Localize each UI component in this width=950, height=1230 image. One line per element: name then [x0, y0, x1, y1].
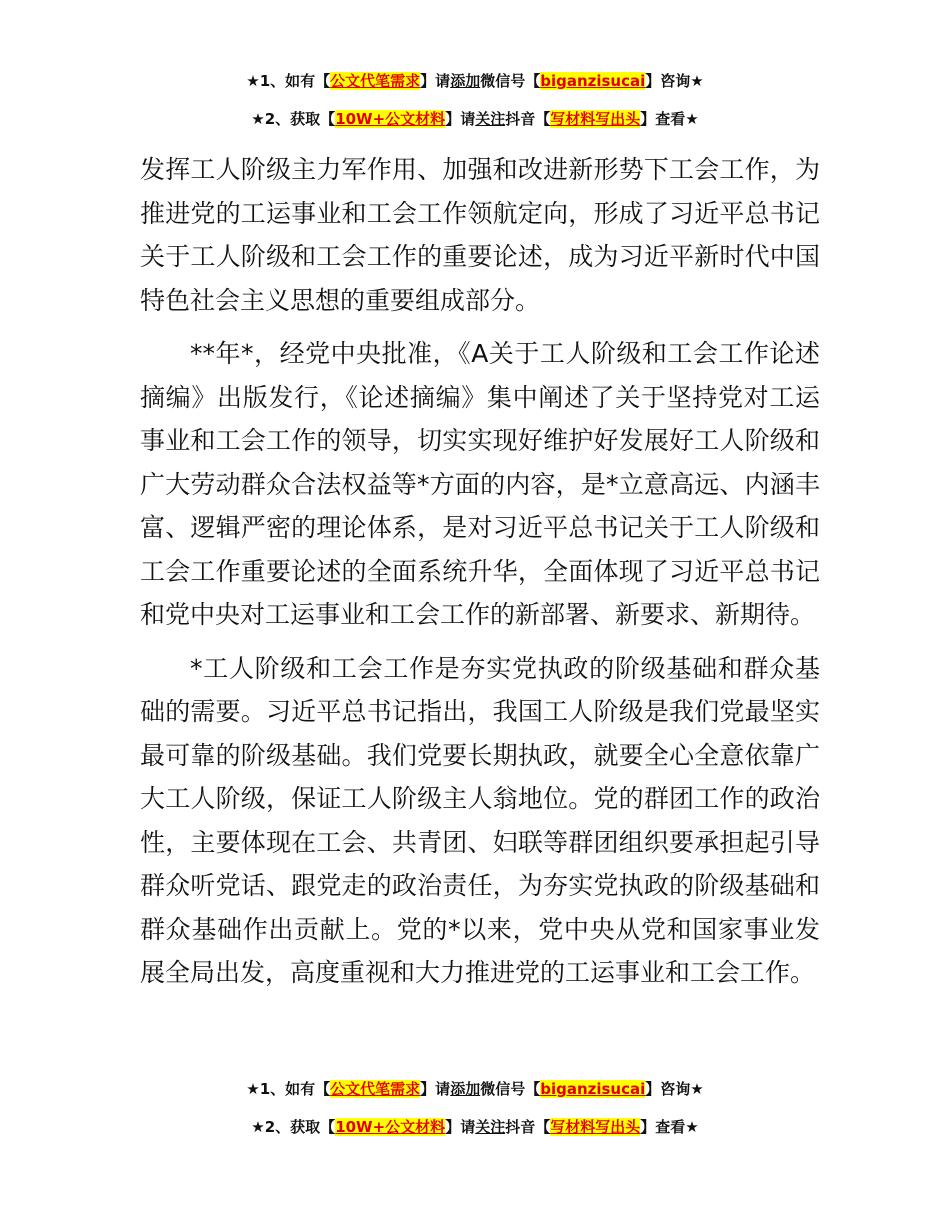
- footer-ad-line-1: [0, 1078, 950, 1099]
- ad-text: 】咨询★: [645, 1080, 704, 1098]
- ad-text-underlined: 添加: [450, 72, 481, 90]
- ad-text: ★2、获取【: [251, 1118, 336, 1136]
- ad-text: 】请: [420, 72, 451, 90]
- ad-text-underlined: 关注: [475, 1118, 506, 1136]
- ad-text: ★2、获取【: [251, 110, 336, 128]
- ad-text: 】查看★: [640, 110, 699, 128]
- paragraph-3: *工人阶级和工会工作是夯实党执政的阶级基础和群众基础的需要。习近平总书记指出，我国工人阶级是我们党最坚实最可靠的阶级基础。我们党要长期执政，就要全心全意依靠广大工人阶级，保证工人阶级主人翁地位。党的群团工作的政治性，主要体现在工会、共青团、妇联等群团组织要承担起引导群众听党话、跟党走的政治责任，为夯实党执政的阶级基础和群众基础作出贡献上。党的*以来，党中央从党和国家事业发展全局出发，高度重视和大力推进党的工运事业和工会工作。: [140, 653, 820, 987]
- highlight-wechat-id: biganzisucai: [540, 1080, 646, 1098]
- header-ad-line-1: [0, 70, 950, 91]
- highlight-service: 公文代笔需求: [330, 1080, 421, 1098]
- ad-text: ★1、如有【: [246, 1080, 331, 1098]
- ad-text: 】请: [445, 110, 476, 128]
- ad-text: 】请: [445, 1118, 476, 1136]
- ad-text: 微信号【: [480, 1080, 541, 1098]
- ad-text-underlined: 关注: [475, 110, 506, 128]
- ad-text: 抖音【: [505, 110, 551, 128]
- ad-text: 】查看★: [640, 1118, 699, 1136]
- footer-ad-line-2: [0, 1116, 950, 1137]
- ad-text: ★1、如有【: [246, 72, 331, 90]
- ad-text: 】咨询★: [645, 72, 704, 90]
- ad-text: 微信号【: [480, 72, 541, 90]
- paragraph-1: 发挥工人阶级主力军作用、加强和改进新形势下工会工作，为推进党的工运事业和工会工作领航定向，形成了习近平总书记关于工人阶级和工会工作的重要论述，成为习近平新时代中国特色社会主义思想的重要组成部分。: [140, 155, 820, 315]
- highlight-wechat-id: biganzisucai: [540, 72, 646, 90]
- ad-text: 抖音【: [505, 1118, 551, 1136]
- highlight-douyin-account: 写材料写出头: [550, 110, 641, 128]
- ad-text-underlined: 添加: [450, 1080, 481, 1098]
- highlight-douyin-account: 写材料写出头: [550, 1118, 641, 1136]
- highlight-materials: 10W+公文材料: [335, 110, 446, 128]
- paragraph-2: **年*，经党中央批准，《A关于工人阶级和工会工作论述摘编》出版发行，《论述摘编》集中阐述了关于坚持党对工运事业和工会工作的领导，切实实现好维护好发展好工人阶级和广大劳动群众合法权益等*方面的内容，是*立意高远、内涵丰富、逻辑严密的理论体系，是对习近平总书记关于工人阶级和工会工作重要论述的全面系统升华，全面体现了习近平总书记和党中央对工运事业和工会工作的新部署、新要求、新期待。: [140, 339, 820, 629]
- highlight-materials: 10W+公文材料: [335, 1118, 446, 1136]
- ad-text: 】请: [420, 1080, 451, 1098]
- document-body: [140, 148, 820, 995]
- header-ad-line-2: [0, 108, 950, 129]
- highlight-service: 公文代笔需求: [330, 72, 421, 90]
